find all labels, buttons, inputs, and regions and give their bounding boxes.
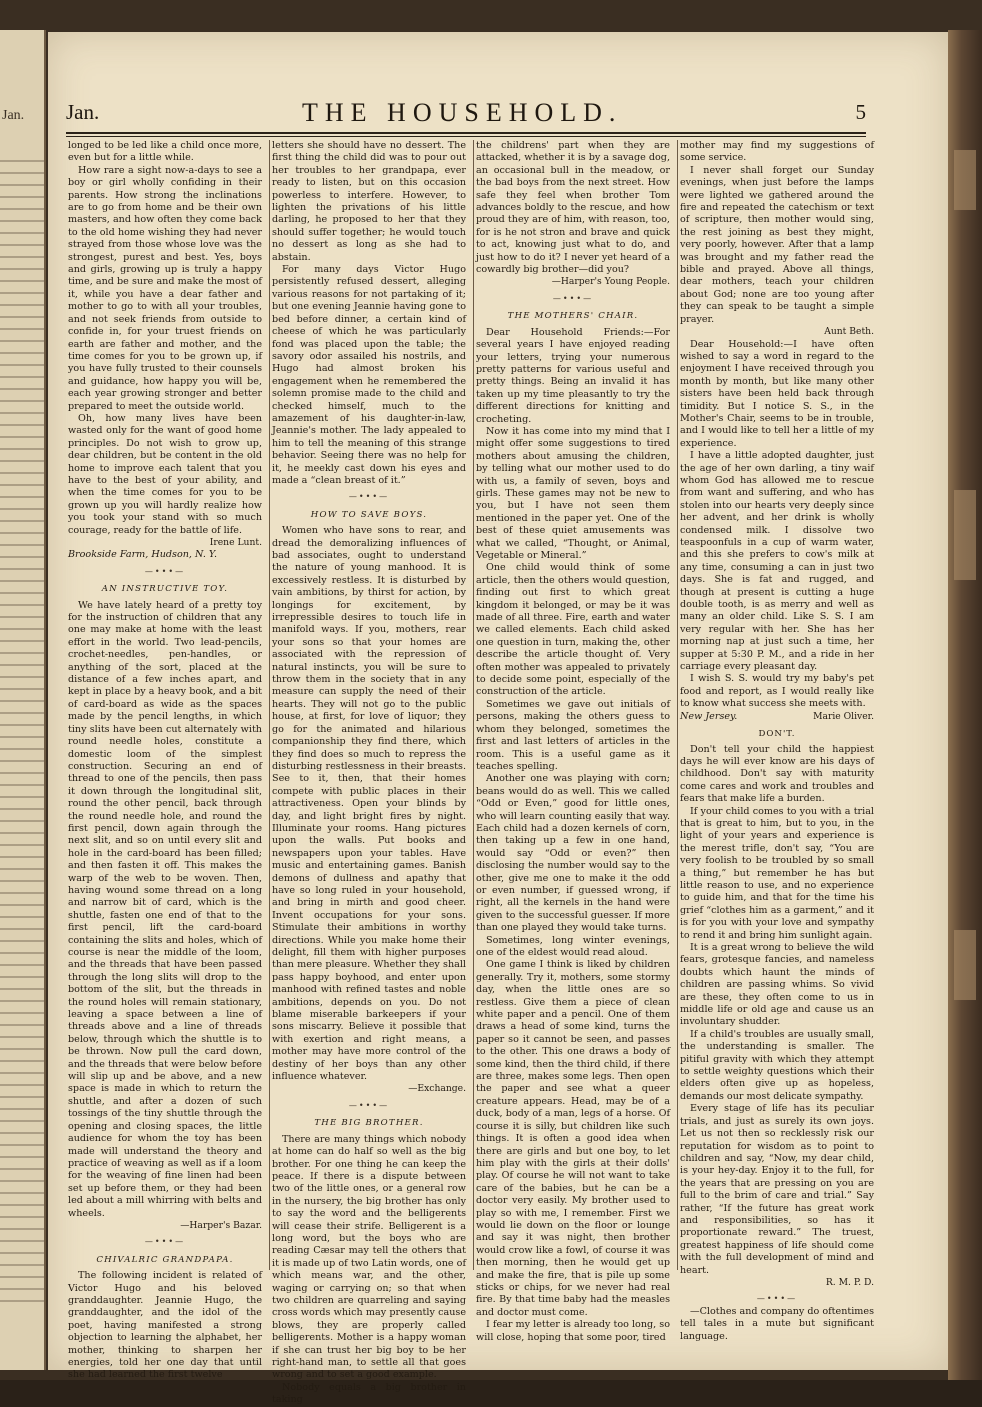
paragraph: letters she should have no dessert. The first thing the child did was to pour out her troubles to her grandpapa, ever ready to listen, but on this occasion powerless to interfere. However, to lighten the privations of his little darling, he proposed to her that they should suffer together; he would touch no dessert as long as she had to abstain.	[272, 140, 466, 263]
section-ornament: —•••—	[144, 566, 186, 576]
section-heading: HOW TO SAVE BOYS.	[310, 509, 428, 520]
dateline: New Jersey.	[680, 710, 738, 722]
page-header	[66, 100, 866, 130]
facing-page-edge	[0, 30, 46, 1370]
header-rule	[66, 132, 866, 134]
signature: Marie Oliver.	[813, 710, 874, 722]
section-heading: AN INSTRUCTIVE TOY.	[101, 584, 229, 595]
column-3	[476, 140, 670, 1343]
paragraph: Sometimes we gave out initials of persons, making the others guess to whom they belonged, sometimes the first and last letters of articles in the room. This is a useful game as it teaches spelling.	[476, 698, 670, 772]
paragraph: Don't tell your child the happiest days he will ever know are his days of childhood. Don't say with maturity come cares and work and troubles and fears that make life a burden.	[680, 743, 874, 805]
signature: R. M. P. D.	[825, 1276, 874, 1288]
paragraph: longed to be led like a child once more, even but for a little while.	[68, 140, 262, 164]
paragraph: mother may find my suggestions of some service.	[680, 140, 874, 164]
paragraph: One child would think of some article, then the others would question, finding out first to which great kingdom it belonged, or may be it was made of all three. Fire, earth and water we called elements. Each child asked one question in turn, making the, other describe the article thought of. Very often mother was appealed to privately to decide some point, especially of the construction of the article.	[476, 562, 670, 698]
paragraph: The following incident is related of Victor Hugo and his beloved granddaughter. Jeannie Hugo, the granddaughter, and the idol of the poet, having manifested a strong objection to learning the alphabet, her mother, thinking to sharpen her energies, told her one day that until she had learned the first twelve	[68, 1270, 262, 1381]
paragraph: Dear Household:—I have often wished to say a word in regard to the enjoyment I have received through you month by month, but like many other sisters have been held back through timidity. But I notice S. S., in the Mother's Chair, seems to be in trouble, and I would like to tell her a little of my experience.	[680, 338, 874, 449]
column-1	[68, 140, 262, 1381]
column-separator	[677, 140, 678, 1270]
column-4	[680, 140, 874, 1342]
paragraph: There are many things which nobody at home can do half so well as the big brother. For one thing he can keep the peace. If there is a dispute between two of the little ones, or a general row in the nursery, the big brother has only to say the word and the belligerents will cease their strife. Belligerent is a long word, but the boys who are reading Cæsar may tell the others that it is made up of two Latin words, one of which means war, and the other, waging or carrying on; so that when two children are quarreling and saying cross words which may presently cause blows, they are properly called belligerents. Mother is a happy woman if she can trust her big boy to be her right-hand man, to settle all that goes wrong and to set a good example.	[272, 1133, 466, 1381]
source-credit: —Exchange.	[408, 1083, 466, 1095]
column-separator	[473, 140, 474, 1270]
paragraph: the childrens' part when they are attacked, whether it is by a savage dog, an occasional bull in the meadow, or the bad boys from the next street. How safe they feel when brother Tom advances boldly to the rescue, and how proud they are of him, with reason, too, for is he not stron and brave and quick to act, knowing just what to do, and just how to do it? I never yet heard of a cowardly big brother—did you?	[476, 140, 670, 276]
paragraph: For many days Victor Hugo persistently refused dessert, alleging various reasons for not partaking of it; but one evening Jeannie having gone to bed before dinner, a certain kind of cheese of which he was particularly fond was placed upon the table; the savory odor assailed his nostrils, and Hugo had almost broken his engagement when he remembered the solemn promise made to the child and checked himself, much to the amazement of his daughter-in-law, Jeannie's mother. The lady appealed to him to tell the meaning of this strange behavior. Seeing there was no help for it, he meekly cast down his eyes and made a “clean breast of it.”	[272, 264, 466, 486]
paragraph: It is a great wrong to believe the wild fears, grotesque fancies, and nameless doubts which haunt the minds of children are passing whims. So vivid are these, they often come to us in middle life or old age and cause us an involuntary shudder.	[680, 942, 874, 1028]
section-heading: THE MOTHERS' CHAIR.	[507, 311, 639, 322]
paragraph: How rare a sight now-a-days to see a boy or girl wholly confiding in their parents. How strong the inclinations are to go from home and be their own masters, and how often they come back to the old home wishing they had never strayed from those whose love was the strongest, purest and best. Yes, boys and girls, growing up is truly a happy time, and be sure and make the most of it, while you have a dear father and mother to go to with all your troubles, and not seek friends from outside to confide in, for your truest friends on earth are father and mother, and the time comes for you to be grown up, if you have fully trusted to their counsels and guidance, how happy you will be, each year growing stronger and better prepared to meet the outside world.	[68, 164, 262, 412]
paragraph: —Clothes and company do oftentimes tell tales in a mute but significant language.	[680, 1305, 874, 1342]
section-ornament: —•••—	[144, 1237, 186, 1247]
signature: Aunt Beth.	[824, 326, 874, 338]
paragraph: Another one was playing with corn; beans would do as well. This we called “Odd or Even,” good for little ones, who will learn counting easily that way. Each child had a dozen kernels of corn, then taking up a few in one hand, would say “Odd or even?” then disclosing the number would say to the other, give me one to make it the odd or even number, if guessed wrong, if right, all the kernels in the hand were given to the successful guesser. If more than one played they would take turns.	[476, 773, 670, 934]
book-spine	[948, 30, 982, 1380]
column-separator	[269, 140, 270, 1270]
source-credit: —Harper's Young People.	[551, 276, 670, 288]
header-rule-thin	[66, 136, 866, 137]
section-ornament: —•••—	[348, 492, 390, 502]
paragraph: Sometimes, long winter evenings, one of the eldest would read aloud.	[476, 934, 670, 958]
source-credit: —Harper's Bazar.	[180, 1219, 262, 1231]
paragraph: I fear my letter is already too long, so will close, hoping that some poor, tired	[476, 1319, 670, 1343]
facing-page-text-fragments	[0, 160, 44, 1310]
paragraph: One game I think is liked by children generally. Try it, mothers, some stormy day, when the little ones are so restless. Give them a piece of clean white paper and a pencil. One of them draws a head of some kind, turns the paper so it cannot be seen, and passes to the other. This one draws a body of some kind, then the third child, if there are three, makes some legs. Then open the paper and see what a queer creature appears. Head, may be of a duck, body of a man, legs of a horse. Of course it is silly, but children like such things. It is often a good idea when there are girls and but one boy, to let him play with the girls at their dolls' play. Of course he will not want to take care of the babies, but he can be a doctor very easily. My brother used to play so with me, I remember. First we would lie down on the floor or lounge and say it was night, then brother would crow like a fowl, of course it was then morning, then he would get up and make the fire, that is pile up some sticks or chips, for we never had real fire. By that time baby had the measles and doctor must come.	[476, 959, 670, 1318]
paragraph: Dear Household Friends:—For several years I have enjoyed reading your letters, trying your numerous pretty patterns for various useful and pretty things. Being an invalid it has taken up my time pleasantly to try the different directions for knitting and crocheting.	[476, 326, 670, 425]
paragraph: I have a little adopted daughter, just the age of her own darling, a tiny waif whom God has allowed me to rescue from want and suffering, and who has stolen into our hearts very deeply since her advent, and her drink is wholly condensed milk. I dissolve two teaspoonfuls in a cup of warm water, and this she prefers to cow's milk at any time, consuming a can in just two days. She is fat and rugged, and though at present is cutting a huge double tooth, is as merry and well as many an older child. Like S. S. I am very regular with her. She has her morning nap at just such a time, her supper at 5:30 P. M., and a ride in her carriage every pleasant day.	[680, 450, 874, 673]
paragraph: I wish S. S. would try my baby's pet food and report, as I would really like to know what success she meets with.	[680, 673, 874, 710]
paragraph: We have lately heard of a pretty toy for the instruction of children that any one may make at home with the least effort in the world. Two lead-pencils, crochet-needles, pen-handles, or anything of the sort, placed at the distance of a few inches apart, and kept in place by a heavy book, and a bit of card-board as wide as the spaces made by the pencil lengths, in which tiny slits have been cut alternately with round needle holes, constitute a domestic loom of the simplest construction. Securing an end of thread to one of the pencils, then pass it down through the longitudinal slit, round the other pencil, back through the round needle hole, and round the first pencil, down again through the next slit, and so on until every slit and hole in the card-board has been filled; and then fasten it off. This makes the warp of the web to be woven. Then, having wound some thread on a long and narrow bit of card, which is the shuttle, fasten one end of that to the first pencil, lift the card-board containing the slits and holes, which of course is near the middle of the loom, and the threads that have been passed through the long slits will drop to the bottom of the slit, but the threads in the round holes will remain stationary, leaving a space between a line of threads above and a line of threads below, through which the shuttle is to be thrown. Now pull the card down, and the threads that were below before will slip up and be above, and a new space is made in which to return the shuttle, and after a dozen of such tossings of the tiny shuttle through the opening and closing spaces, the little audience for whom the toy has been made will understand the theory and practice of weaving as well as if a loom for the weaving of fine linen had been set up before them, or they had been led about a mill whirring with belts and wheels.	[68, 599, 262, 1219]
page-number: 5	[855, 100, 866, 124]
paragraph: Every stage of life has its peculiar trials, and just as surely its own joys. Let us not then so recklessly risk our reputation for wisdom as to point to children and say, “Now, my dear child, is your hey-day. Enjoy it to the full, for the years that are pressing on you are full to the brim of care and trial.” Say rather, “If the future has great work and responsibilities, so has it proportionate reward.” The truest, greatest happiness of life should come with the full development of mind and heart.	[680, 1103, 874, 1276]
paragraph: I never shall forget our Sunday evenings, when just before the lamps were lighted we gathered around the fire and repeated the catechism or text of scripture, then mother would sing, the rest joining as best they might, very poorly, however. After that a lamp was brought and my father read the bible and prayed. Above all things, dear mothers, teach your children about God; none are too young after they can speak to be taught a simple prayer.	[680, 164, 874, 325]
section-heading: CHIVALRIC GRANDPAPA.	[96, 1254, 234, 1265]
section-heading: THE BIG BROTHER.	[314, 1118, 424, 1129]
header-month: Jan.	[66, 100, 100, 124]
paragraph: Women who have sons to rear, and dread the demoralizing influences of bad associates, ought to understand the nature of young manhood. It is excessively restless. It is disturbed by vain ambitions, by thirst for action, by longings for excitement, by irrepressible desires to touch life in manifold ways. If you, mothers, rear your sons so that your homes are associated with the repression of natural instincts, you will be sure to throw them in the society that in any measure can supply the need of their hearts. They will not go to the public house, at first, for love of liquor; they go for the animated and hilarious companionship they find there, which they find does so much to repress the disturbing restlessness in their breasts. See to it, then, that their homes compete with public places in their attractiveness. Open your blinds by day, and light bright fires by night. Illuminate your rooms. Hang pictures upon the walls. Put books and newspapers upon your tables. Have music and entertaining games. Banish demons of dullness and apathy that have so long ruled in your household, and bring in mirth and good cheer. Invent occupations for your sons. Stimulate their ambitions in worthy directions. While you make home their delight, fill them with higher purposes than mere pleasure. Whether they shall pass happy boyhood, and enter upon manhood with refined tastes and noble ambitions, depends on you. Do not blame miserable barkeepers if your sons miscarry. Believe it possible that with exertion and right means, a mother may have more control of the destiny of her boys than any other influence whatever.	[272, 525, 466, 1083]
section-ornament: —•••—	[552, 293, 594, 303]
facing-page-header: Jan.	[2, 108, 25, 123]
paragraph: Now it has come into my mind that I might offer some suggestions to tired mothers about amusing the children, by telling what our mother used to do with us, a family of seven, boys and girls. These games may not be new to you, but I have not seen them mentioned in the paper yet. One of the best of these quiet amusements was what we called, “Thought, or Animal, Vegetable or Mineral.”	[476, 425, 670, 561]
dateline: Brookside Farm, Hudson, N. Y.	[68, 549, 218, 561]
dateline-signature-row	[680, 711, 874, 723]
section-heading: DON'T.	[758, 729, 796, 740]
signature: Irene Lunt.	[209, 537, 262, 548]
section-ornament: —•••—	[348, 1100, 390, 1110]
paragraph: Nobody equals a big brother in taking	[272, 1381, 466, 1406]
section-ornament: —•••—	[756, 1294, 798, 1304]
paragraph: If a child's troubles are usually small, the understanding is smaller. The pitiful gravity with which they attempt to settle weighty questions which their elders often give up as hopeless, demands our most delicate sympathy.	[680, 1028, 874, 1102]
paragraph: If your child comes to you with a trial that is great to him, but to you, in the light of your years and experience is the merest trifle, don't say, “You are very foolish to be troubled by so small a thing,” but remember he has but little reason to use, and no experience to guide him, and that for the time his grief “clothes him as a garment,” and it is for you with your love and sympathy to rend it and bring him sunlight again.	[680, 805, 874, 941]
paragraph: Oh, how many lives have been wasted only for the want of good home principles. Do not wish to grow up, dear children, but be content in the old home to improve each talent that you have to the best of your ability, and when the time comes for you to be grown up you will hardly realize how you took your stand with so much courage, ready for the battle of life.	[68, 412, 262, 536]
column-2	[272, 140, 466, 1406]
masthead-title: THE HOUSEHOLD.	[302, 98, 623, 127]
